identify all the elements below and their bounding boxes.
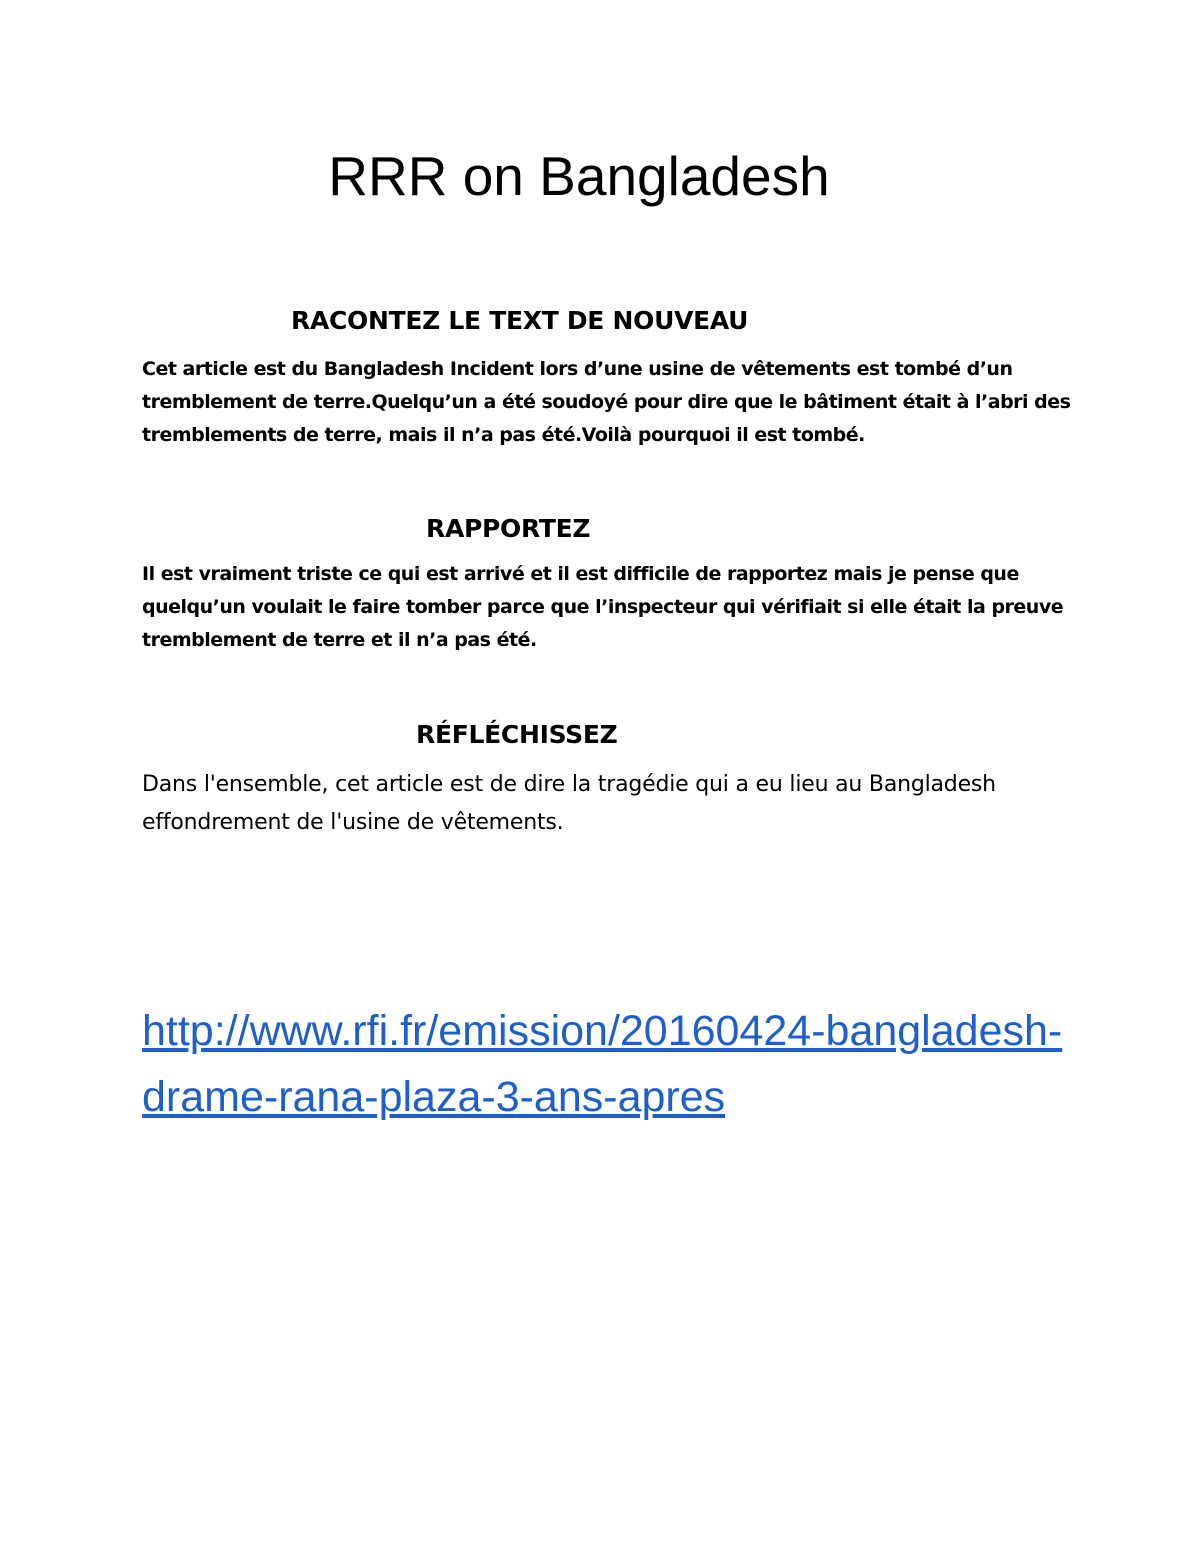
section-heading-rapportez: RAPPORTEZ <box>426 514 591 543</box>
section-body-racontez: Cet article est du Bangladesh Incident lors d’une usine de vêtements est tombé d’un tremblement de terre.Quelqu’un a été soudoyé pour dire que le bâtiment était à l’abri des tremblements de terre, mais il n’a pas été.Voilà pourquoi il est tombé. <box>142 358 1071 446</box>
source-link[interactable]: http://www.rfi.fr/emission/20160424-bangladesh-drame-rana-plaza-3-ans-apres <box>142 1007 1063 1121</box>
section-body-rapportez: Il est vraiment triste ce qui est arrivé et il est difficile de rapportez mais je pense que quelqu’un voulait le faire tomber parce que l’inspecteur qui vérifiait si elle était la preuve tremblement de terre et il n’a pas été. <box>142 563 1064 651</box>
document-title: RRR on Bangladesh <box>328 145 830 207</box>
section-heading-reflechissez: RÉFLÉCHISSEZ <box>416 720 618 749</box>
section-heading-racontez: RACONTEZ LE TEXT DE NOUVEAU <box>291 306 749 335</box>
section-body-reflechissez: Dans l'ensemble, cet article est de dire la tragédie qui a eu lieu au Bangladesh effondrement de l'usine de vêtements. <box>142 772 996 835</box>
